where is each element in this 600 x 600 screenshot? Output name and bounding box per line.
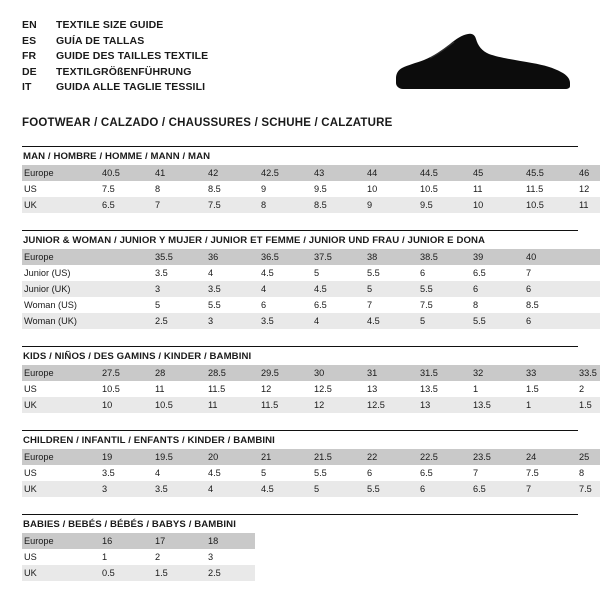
cell: 13 bbox=[361, 381, 414, 397]
row-label: Junior (UK) bbox=[22, 281, 96, 297]
cell: 36.5 bbox=[255, 249, 308, 265]
cell: 6 bbox=[520, 313, 573, 329]
cell: 1.5 bbox=[149, 565, 202, 581]
cell: 33.5 bbox=[573, 365, 600, 381]
cell: 11 bbox=[202, 397, 255, 413]
cell: 4.5 bbox=[202, 465, 255, 481]
table-row bbox=[22, 365, 600, 381]
cell: 10.5 bbox=[520, 197, 573, 213]
cell: 7.5 bbox=[202, 197, 255, 213]
row-label: Europe bbox=[22, 365, 96, 381]
cell: 8 bbox=[467, 297, 520, 313]
size-group-junior-woman bbox=[22, 230, 578, 329]
cell: 43 bbox=[308, 165, 361, 181]
cell bbox=[573, 313, 600, 329]
cell: 12.5 bbox=[361, 397, 414, 413]
cell: 22 bbox=[361, 449, 414, 465]
cell: 18 bbox=[202, 533, 255, 549]
cell: 12 bbox=[573, 181, 600, 197]
cell bbox=[573, 297, 600, 313]
cell: 42 bbox=[202, 165, 255, 181]
cell: 3.5 bbox=[149, 481, 202, 497]
group-heading: MAN / HOMBRE / HOMME / MANN / MAN bbox=[22, 146, 578, 165]
cell: 7.5 bbox=[96, 181, 149, 197]
cell: 12.5 bbox=[308, 381, 361, 397]
cell: 3.5 bbox=[202, 281, 255, 297]
cell: 19 bbox=[96, 449, 149, 465]
cell: 8 bbox=[255, 197, 308, 213]
cell: 6 bbox=[414, 481, 467, 497]
cell: 7 bbox=[149, 197, 202, 213]
cell: 36 bbox=[202, 249, 255, 265]
group-heading: BABIES / BEBÉS / BÉBÉS / BABYS / BAMBINI bbox=[22, 514, 578, 533]
cell: 5.5 bbox=[308, 465, 361, 481]
table-row bbox=[22, 197, 600, 213]
language-title: GUIDA ALLE TAGLIE TESSILI bbox=[56, 81, 206, 94]
table-row bbox=[22, 313, 600, 329]
cell: 3 bbox=[202, 313, 255, 329]
row-label: UK bbox=[22, 397, 96, 413]
cell: 6 bbox=[520, 281, 573, 297]
cell: 45 bbox=[467, 165, 520, 181]
language-code: DE bbox=[22, 65, 37, 78]
table-row bbox=[22, 181, 600, 197]
cell bbox=[96, 265, 149, 281]
row-label: US bbox=[22, 465, 96, 481]
cell: 25 bbox=[573, 449, 600, 465]
cell: 22.5 bbox=[414, 449, 467, 465]
cell: 44 bbox=[361, 165, 414, 181]
cell: 38.5 bbox=[414, 249, 467, 265]
cell: 11 bbox=[149, 381, 202, 397]
cell: 13.5 bbox=[467, 397, 520, 413]
cell bbox=[96, 249, 149, 265]
size-table bbox=[22, 449, 600, 497]
cell: 8.5 bbox=[308, 197, 361, 213]
cell: 37.5 bbox=[308, 249, 361, 265]
cell: 0.5 bbox=[96, 565, 149, 581]
cell: 1 bbox=[96, 549, 149, 565]
cell: 20 bbox=[202, 449, 255, 465]
size-group-kids bbox=[22, 346, 597, 413]
cell: 21 bbox=[255, 449, 308, 465]
cell: 31 bbox=[361, 365, 414, 381]
cell: 4.5 bbox=[308, 281, 361, 297]
group-heading: CHILDREN / INFANTIL / ENFANTS / KINDER / BAMBINI bbox=[22, 430, 578, 449]
table-row bbox=[22, 281, 600, 297]
cell: 1.5 bbox=[520, 381, 573, 397]
cell: 6 bbox=[255, 297, 308, 313]
cell: 42.5 bbox=[255, 165, 308, 181]
cell: 5 bbox=[361, 281, 414, 297]
cell: 11 bbox=[467, 181, 520, 197]
size-group-babies bbox=[22, 514, 578, 581]
table-row bbox=[22, 297, 600, 313]
language-title: GUIDE DES TAILLES TEXTILE bbox=[56, 50, 209, 63]
row-label: UK bbox=[22, 197, 96, 213]
cell: 6.5 bbox=[467, 481, 520, 497]
cell: 6 bbox=[467, 281, 520, 297]
table-row bbox=[22, 465, 600, 481]
cell bbox=[96, 313, 149, 329]
cell: 5 bbox=[414, 313, 467, 329]
cell: 6.5 bbox=[96, 197, 149, 213]
cell: 40 bbox=[520, 249, 573, 265]
cell: 3 bbox=[96, 481, 149, 497]
cell: 10.5 bbox=[96, 381, 149, 397]
cell: 5 bbox=[149, 297, 202, 313]
cell: 4 bbox=[202, 481, 255, 497]
cell: 7 bbox=[520, 481, 573, 497]
cell: 8 bbox=[573, 465, 600, 481]
size-table bbox=[22, 533, 255, 581]
row-label: US bbox=[22, 181, 96, 197]
size-table bbox=[22, 365, 600, 413]
cell: 28 bbox=[149, 365, 202, 381]
cell: 24 bbox=[520, 449, 573, 465]
cell: 10.5 bbox=[149, 397, 202, 413]
group-heading: KIDS / NIÑOS / DES GAMINS / KINDER / BAMBINI bbox=[22, 346, 578, 365]
cell: 4.5 bbox=[255, 265, 308, 281]
cell: 7.5 bbox=[414, 297, 467, 313]
cell: 1.5 bbox=[573, 397, 600, 413]
table-row bbox=[22, 533, 255, 549]
cell: 8.5 bbox=[202, 181, 255, 197]
cell bbox=[573, 281, 600, 297]
cell: 32 bbox=[467, 365, 520, 381]
cell: 9.5 bbox=[308, 181, 361, 197]
cell: 8.5 bbox=[520, 297, 573, 313]
cell: 17 bbox=[149, 533, 202, 549]
cell: 11.5 bbox=[520, 181, 573, 197]
cell: 6 bbox=[361, 465, 414, 481]
cell: 13.5 bbox=[414, 381, 467, 397]
cell: 16 bbox=[96, 533, 149, 549]
table-row bbox=[22, 549, 255, 565]
cell: 3.5 bbox=[149, 265, 202, 281]
cell: 11.5 bbox=[202, 381, 255, 397]
cell: 5.5 bbox=[202, 297, 255, 313]
cell bbox=[573, 265, 600, 281]
cell: 44.5 bbox=[414, 165, 467, 181]
language-code: EN bbox=[22, 19, 37, 31]
cell: 33 bbox=[520, 365, 573, 381]
cell: 3.5 bbox=[255, 313, 308, 329]
cell: 13 bbox=[414, 397, 467, 413]
row-label: Woman (US) bbox=[22, 297, 96, 313]
cell: 41 bbox=[149, 165, 202, 181]
cell: 30 bbox=[308, 365, 361, 381]
cell: 9 bbox=[255, 181, 308, 197]
cell: 1 bbox=[467, 381, 520, 397]
cell: 10 bbox=[467, 197, 520, 213]
cell: 5.5 bbox=[414, 281, 467, 297]
page-title: FOOTWEAR / CALZADO / CHAUSSURES / SCHUHE / CALZATURE bbox=[22, 117, 393, 129]
row-label: US bbox=[22, 549, 96, 565]
table-row bbox=[22, 481, 600, 497]
cell: 7.5 bbox=[520, 465, 573, 481]
document-header bbox=[22, 18, 578, 104]
cell: 10.5 bbox=[414, 181, 467, 197]
cell: 7.5 bbox=[573, 481, 600, 497]
cell: 45.5 bbox=[520, 165, 573, 181]
cell: 4 bbox=[202, 265, 255, 281]
cell: 4.5 bbox=[361, 313, 414, 329]
cell: 31.5 bbox=[414, 365, 467, 381]
cell: 3 bbox=[202, 549, 255, 565]
table-row bbox=[22, 381, 600, 397]
row-label: Woman (UK) bbox=[22, 313, 96, 329]
size-table bbox=[22, 249, 600, 329]
language-title: TEXTILGRÖßENFÜHRUNG bbox=[56, 65, 192, 78]
cell: 46 bbox=[573, 165, 600, 181]
language-title: GUÍA DE TALLAS bbox=[56, 34, 145, 47]
row-label: UK bbox=[22, 565, 96, 581]
cell: 10 bbox=[96, 397, 149, 413]
row-label: Junior (US) bbox=[22, 265, 96, 281]
cell: 28.5 bbox=[202, 365, 255, 381]
group-heading: JUNIOR & WOMAN / JUNIOR Y MUJER / JUNIOR ET FEMME / JUNIOR UND FRAU / JUNIOR E DONA bbox=[22, 230, 578, 249]
table-row bbox=[22, 165, 600, 181]
cell: 2 bbox=[573, 381, 600, 397]
cell: 35.5 bbox=[149, 249, 202, 265]
size-group-children bbox=[22, 430, 592, 497]
row-label: Europe bbox=[22, 165, 96, 181]
cell bbox=[96, 297, 149, 313]
cell: 5 bbox=[308, 481, 361, 497]
cell: 4 bbox=[149, 465, 202, 481]
cell: 5 bbox=[308, 265, 361, 281]
cell: 4.5 bbox=[255, 481, 308, 497]
cell: 11.5 bbox=[255, 397, 308, 413]
cell: 4 bbox=[255, 281, 308, 297]
cell: 23.5 bbox=[467, 449, 520, 465]
size-table bbox=[22, 165, 600, 213]
cell: 7 bbox=[467, 465, 520, 481]
cell bbox=[573, 249, 600, 265]
cell: 3 bbox=[149, 281, 202, 297]
cell: 6.5 bbox=[308, 297, 361, 313]
cell: 5.5 bbox=[467, 313, 520, 329]
cell: 27.5 bbox=[96, 365, 149, 381]
cell: 29.5 bbox=[255, 365, 308, 381]
language-code: IT bbox=[22, 81, 32, 94]
table-row bbox=[22, 265, 600, 281]
cell: 40.5 bbox=[96, 165, 149, 181]
cell: 4 bbox=[308, 313, 361, 329]
language-code: ES bbox=[22, 34, 37, 47]
row-label: UK bbox=[22, 481, 96, 497]
table-row bbox=[22, 449, 600, 465]
cell: 11 bbox=[573, 197, 600, 213]
cell: 2.5 bbox=[202, 565, 255, 581]
table-row bbox=[22, 249, 600, 265]
cell bbox=[96, 281, 149, 297]
cell: 6.5 bbox=[467, 265, 520, 281]
cell: 7 bbox=[520, 265, 573, 281]
cell: 10 bbox=[361, 181, 414, 197]
cell: 3.5 bbox=[96, 465, 149, 481]
row-label: US bbox=[22, 381, 96, 397]
cell: 5 bbox=[255, 465, 308, 481]
dress-shoe-icon bbox=[394, 30, 574, 92]
cell: 8 bbox=[149, 181, 202, 197]
cell: 1 bbox=[520, 397, 573, 413]
cell: 19.5 bbox=[149, 449, 202, 465]
cell: 38 bbox=[361, 249, 414, 265]
cell: 12 bbox=[308, 397, 361, 413]
cell: 5.5 bbox=[361, 481, 414, 497]
cell: 2 bbox=[149, 549, 202, 565]
size-group-man bbox=[22, 146, 590, 213]
cell: 39 bbox=[467, 249, 520, 265]
cell: 2.5 bbox=[149, 313, 202, 329]
table-row bbox=[22, 397, 600, 413]
language-title: TEXTILE SIZE GUIDE bbox=[56, 19, 164, 31]
cell: 9.5 bbox=[414, 197, 467, 213]
cell: 6.5 bbox=[414, 465, 467, 481]
row-label: Europe bbox=[22, 533, 96, 549]
language-code: FR bbox=[22, 50, 37, 63]
row-label: Europe bbox=[22, 249, 96, 265]
cell: 7 bbox=[361, 297, 414, 313]
table-row bbox=[22, 565, 255, 581]
row-label: Europe bbox=[22, 449, 96, 465]
cell: 21.5 bbox=[308, 449, 361, 465]
cell: 12 bbox=[255, 381, 308, 397]
cell: 9 bbox=[361, 197, 414, 213]
cell: 6 bbox=[414, 265, 467, 281]
cell: 5.5 bbox=[361, 265, 414, 281]
